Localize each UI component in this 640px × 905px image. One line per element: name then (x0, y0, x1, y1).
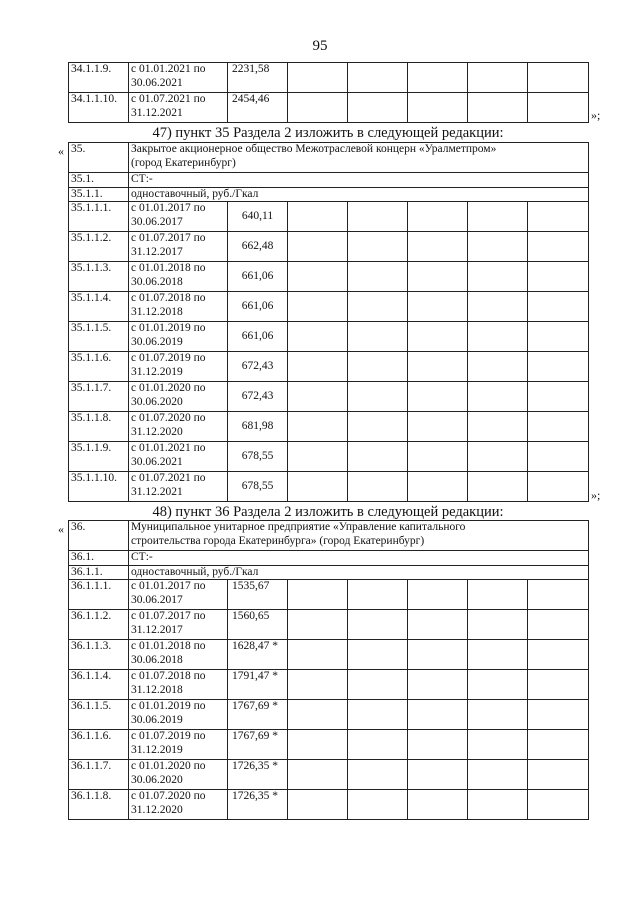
row-value: 1726,35 * (228, 760, 288, 790)
empty-cell (408, 352, 468, 382)
period-end: 30.06.2020 (131, 773, 183, 786)
empty-cell (348, 442, 408, 472)
empty-cell (288, 790, 348, 820)
empty-cell (288, 442, 348, 472)
empty-cell (288, 202, 348, 232)
empty-cell (348, 382, 408, 412)
empty-cell (528, 202, 589, 232)
row-code: 36.1.1.1. (69, 580, 129, 610)
row-period (129, 412, 228, 442)
period-end: 31.12.2021 (131, 106, 183, 119)
empty-cell (288, 472, 348, 502)
table-row (69, 790, 589, 820)
st-row (69, 551, 589, 566)
period-end: 31.12.2019 (131, 365, 183, 378)
empty-cell (528, 292, 589, 322)
empty-cell (348, 700, 408, 730)
empty-cell (468, 472, 528, 502)
row-code: 35.1.1.5. (69, 322, 129, 352)
empty-cell (408, 790, 468, 820)
empty-cell (288, 610, 348, 640)
period-start: с 01.07.2020 по (131, 790, 206, 802)
empty-cell (528, 352, 589, 382)
org-name (129, 521, 589, 551)
period-start: с 01.01.2019 по (131, 322, 206, 334)
tariff-table-34 (68, 62, 589, 123)
row-period (129, 322, 228, 352)
empty-cell (528, 580, 589, 610)
empty-cell (408, 262, 468, 292)
row-value: 1535,67 (228, 580, 288, 610)
tariff-type-row (69, 565, 589, 580)
row-value: 640,11 (228, 202, 288, 232)
org-name-line1: Закрытое акционерное общество Межотраслевой концерн «Уралметпром» (131, 143, 497, 155)
empty-cell (348, 760, 408, 790)
row-period (129, 790, 228, 820)
table-row (69, 262, 589, 292)
empty-cell (528, 322, 589, 352)
period-start: с 01.07.2018 по (131, 670, 206, 682)
row-value: 2454,46 (228, 93, 288, 123)
st-code: 35.1. (69, 173, 129, 188)
empty-cell (468, 352, 528, 382)
tariff-table-35 (68, 142, 589, 502)
row-period (129, 93, 228, 123)
table-row (69, 730, 589, 760)
tariff-label: одноставочный, руб./Гкал (129, 187, 589, 202)
empty-cell (468, 262, 528, 292)
row-code: 36.1.1.4. (69, 670, 129, 700)
table-row (69, 442, 589, 472)
period-end: 31.12.2017 (131, 245, 183, 258)
period-start: с 01.01.2021 по (131, 63, 206, 75)
period-start: с 01.07.2017 по (131, 232, 206, 244)
empty-cell (528, 610, 589, 640)
table-row (69, 760, 589, 790)
empty-cell (528, 442, 589, 472)
period-end: 30.06.2017 (131, 593, 183, 606)
empty-cell (348, 262, 408, 292)
empty-cell (528, 730, 589, 760)
empty-cell (468, 760, 528, 790)
empty-cell (468, 412, 528, 442)
row-value: 672,43 (228, 352, 288, 382)
section-47-heading: 47) пункт 35 Раздела 2 изложить в следующей редакции: (152, 125, 504, 141)
row-code: 35.1.1.9. (69, 442, 129, 472)
empty-cell (288, 640, 348, 670)
row-value: 1767,69 * (228, 730, 288, 760)
tariff-table-36 (68, 520, 589, 820)
org-name-line1: Муниципальное унитарное предприятие «Управление капитального (131, 521, 466, 533)
row-value: 678,55 (228, 442, 288, 472)
period-start: с 01.07.2017 по (131, 610, 206, 622)
empty-cell (288, 93, 348, 123)
period-end: 31.12.2020 (131, 425, 183, 438)
empty-cell (288, 63, 348, 93)
org-name (129, 143, 589, 173)
table-row (69, 202, 589, 232)
period-start: с 01.01.2018 по (131, 640, 206, 652)
empty-cell (528, 232, 589, 262)
table-row (69, 640, 589, 670)
opening-quote-35: « (58, 144, 64, 158)
row-period (129, 63, 228, 93)
tariff-table-35-body (69, 143, 589, 502)
row-code: 35.1.1.3. (69, 262, 129, 292)
row-code: 35.1.1.8. (69, 412, 129, 442)
empty-cell (408, 730, 468, 760)
row-code: 36.1.1.8. (69, 790, 129, 820)
empty-cell (288, 580, 348, 610)
empty-cell (288, 352, 348, 382)
empty-cell (408, 232, 468, 262)
empty-cell (528, 790, 589, 820)
empty-cell (468, 790, 528, 820)
row-period (129, 700, 228, 730)
row-code: 36.1.1.2. (69, 610, 129, 640)
org-code: 36. (69, 521, 129, 551)
row-code: 35.1.1.6. (69, 352, 129, 382)
empty-cell (528, 63, 589, 93)
row-period (129, 262, 228, 292)
org-code: 35. (69, 143, 129, 173)
table-row (69, 580, 589, 610)
period-start: с 01.01.2020 по (131, 382, 206, 394)
table-row (69, 700, 589, 730)
table-row (69, 472, 589, 502)
empty-cell (348, 352, 408, 382)
period-start: с 01.01.2021 по (131, 442, 206, 454)
empty-cell (528, 382, 589, 412)
row-code: 36.1.1.3. (69, 640, 129, 670)
row-period (129, 352, 228, 382)
empty-cell (468, 292, 528, 322)
row-value: 662,48 (228, 232, 288, 262)
org-name-line2: строительства города Екатеринбурга» (город Екатеринбург) (131, 534, 425, 547)
tariff-table-36-body (69, 521, 589, 820)
empty-cell (288, 232, 348, 262)
row-period (129, 232, 228, 262)
empty-cell (348, 610, 408, 640)
period-start: с 01.01.2017 по (131, 580, 206, 592)
table-row (69, 63, 589, 93)
empty-cell (408, 292, 468, 322)
period-end: 30.06.2018 (131, 653, 183, 666)
table-row (69, 352, 589, 382)
row-code: 36.1.1.6. (69, 730, 129, 760)
empty-cell (288, 382, 348, 412)
st-label: СТ:- (129, 173, 589, 188)
tariff-code: 36.1.1. (69, 565, 129, 580)
opening-quote-36: « (58, 522, 64, 536)
empty-cell (468, 610, 528, 640)
period-end: 31.12.2018 (131, 683, 183, 696)
empty-cell (528, 262, 589, 292)
row-period (129, 760, 228, 790)
org-row (69, 143, 589, 173)
empty-cell (468, 322, 528, 352)
period-start: с 01.01.2017 по (131, 202, 206, 214)
empty-cell (468, 580, 528, 610)
org-row (69, 521, 589, 551)
row-period (129, 292, 228, 322)
period-end: 31.12.2021 (131, 485, 183, 498)
empty-cell (348, 730, 408, 760)
empty-cell (348, 670, 408, 700)
row-period (129, 382, 228, 412)
row-period (129, 640, 228, 670)
closing-quote-34: »; (591, 108, 601, 122)
period-end: 30.06.2018 (131, 275, 183, 288)
row-period (129, 610, 228, 640)
empty-cell (468, 202, 528, 232)
empty-cell (348, 202, 408, 232)
tariff-label: одноставочный, руб./Гкал (129, 565, 589, 580)
table-row (69, 93, 589, 123)
empty-cell (408, 412, 468, 442)
empty-cell (408, 610, 468, 640)
period-end: 31.12.2019 (131, 743, 183, 756)
row-period (129, 472, 228, 502)
empty-cell (288, 262, 348, 292)
row-value: 661,06 (228, 292, 288, 322)
row-value: 2231,58 (228, 63, 288, 93)
empty-cell (408, 640, 468, 670)
empty-cell (528, 472, 589, 502)
empty-cell (408, 322, 468, 352)
period-end: 30.06.2019 (131, 713, 183, 726)
org-name-line2: (город Екатеринбург) (131, 156, 236, 169)
empty-cell (528, 670, 589, 700)
empty-cell (468, 93, 528, 123)
row-value: 1791,47 * (228, 670, 288, 700)
row-code: 36.1.1.7. (69, 760, 129, 790)
period-end: 31.12.2020 (131, 803, 183, 816)
row-value: 1628,47 * (228, 640, 288, 670)
empty-cell (288, 412, 348, 442)
empty-cell (348, 412, 408, 442)
row-value: 661,06 (228, 262, 288, 292)
row-code: 34.1.1.9. (69, 63, 129, 93)
empty-cell (408, 580, 468, 610)
table-row (69, 382, 589, 412)
period-start: с 01.07.2019 по (131, 730, 206, 742)
empty-cell (348, 790, 408, 820)
empty-cell (348, 640, 408, 670)
row-code: 35.1.1.10. (69, 472, 129, 502)
period-end: 30.06.2017 (131, 215, 183, 228)
empty-cell (348, 580, 408, 610)
row-code: 35.1.1.1. (69, 202, 129, 232)
empty-cell (408, 202, 468, 232)
period-end: 30.06.2020 (131, 395, 183, 408)
empty-cell (408, 760, 468, 790)
table-row (69, 670, 589, 700)
table-row (69, 610, 589, 640)
period-start: с 01.07.2019 по (131, 352, 206, 364)
period-start: с 01.07.2018 по (131, 292, 206, 304)
empty-cell (468, 700, 528, 730)
empty-cell (468, 382, 528, 412)
empty-cell (348, 292, 408, 322)
row-period (129, 730, 228, 760)
row-code: 35.1.1.7. (69, 382, 129, 412)
period-end: 31.12.2017 (131, 623, 183, 636)
st-code: 36.1. (69, 551, 129, 566)
st-label: СТ:- (129, 551, 589, 566)
row-value: 661,06 (228, 322, 288, 352)
empty-cell (348, 63, 408, 93)
empty-cell (528, 640, 589, 670)
empty-cell (288, 700, 348, 730)
tariff-table-34-body (69, 63, 589, 123)
row-period (129, 442, 228, 472)
empty-cell (288, 760, 348, 790)
empty-cell (528, 760, 589, 790)
empty-cell (348, 472, 408, 502)
period-start: с 01.01.2020 по (131, 760, 206, 772)
empty-cell (288, 292, 348, 322)
period-start: с 01.01.2019 по (131, 700, 206, 712)
table-row (69, 292, 589, 322)
period-start: с 01.01.2018 по (131, 262, 206, 274)
empty-cell (468, 442, 528, 472)
empty-cell (408, 93, 468, 123)
empty-cell (468, 640, 528, 670)
empty-cell (528, 93, 589, 123)
empty-cell (408, 700, 468, 730)
period-start: с 01.07.2021 по (131, 472, 206, 484)
empty-cell (468, 730, 528, 760)
row-value: 681,98 (228, 412, 288, 442)
tariff-type-row (69, 187, 589, 202)
row-period (129, 202, 228, 232)
period-end: 31.12.2018 (131, 305, 183, 318)
table-row (69, 232, 589, 262)
empty-cell (408, 442, 468, 472)
row-code: 36.1.1.5. (69, 700, 129, 730)
period-end: 30.06.2021 (131, 455, 183, 468)
period-end: 30.06.2019 (131, 335, 183, 348)
empty-cell (348, 93, 408, 123)
row-value: 678,55 (228, 472, 288, 502)
empty-cell (468, 670, 528, 700)
section-48-heading: 48) пункт 36 Раздела 2 изложить в следующей редакции: (152, 504, 504, 520)
empty-cell (348, 232, 408, 262)
empty-cell (468, 232, 528, 262)
table-row (69, 412, 589, 442)
empty-cell (528, 700, 589, 730)
row-value: 672,43 (228, 382, 288, 412)
empty-cell (288, 670, 348, 700)
row-value: 1560,65 (228, 610, 288, 640)
empty-cell (288, 730, 348, 760)
st-row (69, 173, 589, 188)
tariff-code: 35.1.1. (69, 187, 129, 202)
row-period (129, 580, 228, 610)
closing-quote-35: »; (591, 488, 601, 502)
row-code: 34.1.1.10. (69, 93, 129, 123)
empty-cell (408, 63, 468, 93)
empty-cell (348, 322, 408, 352)
row-value: 1726,35 * (228, 790, 288, 820)
period-start: с 01.07.2020 по (131, 412, 206, 424)
row-code: 35.1.1.2. (69, 232, 129, 262)
empty-cell (408, 382, 468, 412)
row-code: 35.1.1.4. (69, 292, 129, 322)
empty-cell (528, 412, 589, 442)
period-end: 30.06.2021 (131, 76, 183, 89)
period-start: с 01.07.2021 по (131, 93, 206, 105)
page-number: 95 (312, 38, 328, 54)
empty-cell (288, 322, 348, 352)
empty-cell (408, 472, 468, 502)
table-row (69, 322, 589, 352)
row-period (129, 670, 228, 700)
row-value: 1767,69 * (228, 700, 288, 730)
empty-cell (408, 670, 468, 700)
empty-cell (468, 63, 528, 93)
